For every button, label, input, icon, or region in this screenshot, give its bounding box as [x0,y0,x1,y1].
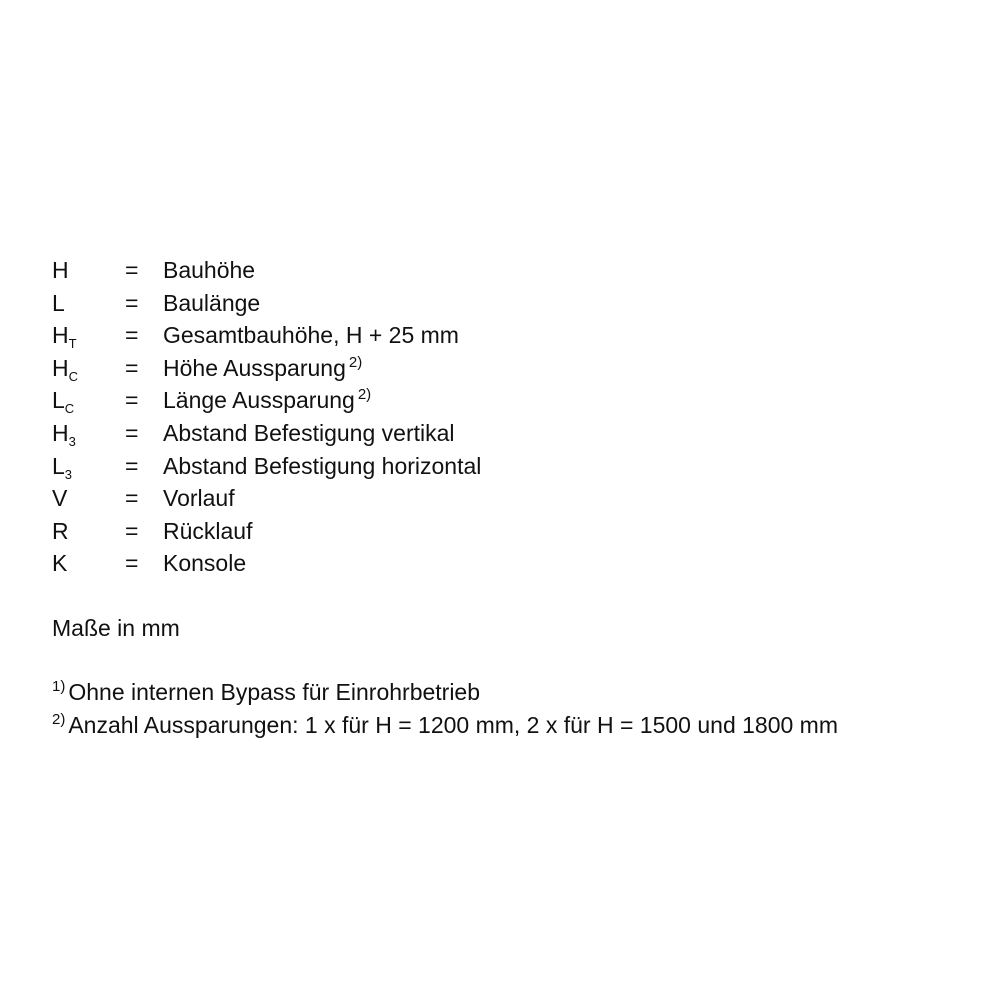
footnote-reference: 2) [348,353,363,371]
legend-equals: = [125,550,139,577]
legend-subscript: 3 [68,433,76,449]
legend-subscript: C [68,368,79,384]
footnote-marker: 2) [52,710,66,728]
legend-symbol: $L_3$ [52,452,73,482]
legend-symbol: $H_C$ [52,354,79,384]
units-note: Maße in mm [52,615,180,641]
footnote [52,709,838,742]
legend-symbol: $L_C$ [52,387,75,417]
footnote-text: Ohne internen Bypass für Einrohrbetrieb [68,679,481,705]
legend-symbol: R [52,517,69,544]
legend-description: Länge Aussparung $^{2)}$ [163,386,372,414]
legend-row-ht [52,319,952,352]
legend-equals: = [125,322,139,349]
legend-equals: = [125,354,139,381]
legend-equals: = [125,387,139,414]
legend-row-h [52,254,952,287]
legend-symbol: V [52,485,68,512]
legend-row-k [52,547,952,580]
legend-equals: = [125,452,139,479]
legend-subscript: C [64,401,75,417]
legend-symbol: L [52,289,65,316]
legend-symbol: $H_3$ [52,419,76,449]
legend-symbol: H [52,257,69,283]
legend-row-hc [52,352,952,385]
legend-row-l [52,287,952,320]
symbol-legend [52,254,952,580]
legend-description: Konsole [163,550,247,577]
footnote [52,676,838,709]
legend-description: Vorlauf [163,485,235,512]
legend-equals: = [125,485,139,512]
legend-row-v [52,482,952,515]
legend-description: Rücklauf [163,517,253,544]
legend-description: Höhe Aussparung $^{2)}$ [163,353,363,381]
legend-description: Abstand Befestigung vertikal [163,419,455,446]
legend-subscript: T [68,336,77,352]
legend-description: Gesamtbauhöhe, H + 25 mm [163,322,459,349]
legend-description: Baulänge [163,289,261,316]
legend-equals: = [125,419,139,446]
legend-symbol: K [52,550,68,577]
legend-equals: = [125,289,139,316]
footnote-marker: 1) [52,678,66,695]
footnotes [52,676,838,741]
legend-row-l3 [52,450,952,483]
legend-equals: = [125,517,139,544]
legend-subscript: 3 [64,466,73,482]
legend-row-h3 [52,417,952,450]
legend-equals: = [125,257,139,283]
legend-description: Bauhöhe [163,257,256,283]
footnote-reference: 2) [357,386,372,404]
legend-row-r [52,515,952,548]
footnote-text: Anzahl Aussparungen: 1 x für H = 1200 mm, 2 x für H = 1500 und 1800 mm [68,711,839,738]
legend-description: Abstand Befestigung horizontal [163,452,482,479]
legend-row-lc [52,384,952,417]
legend-symbol: $H_T$ [52,322,77,352]
